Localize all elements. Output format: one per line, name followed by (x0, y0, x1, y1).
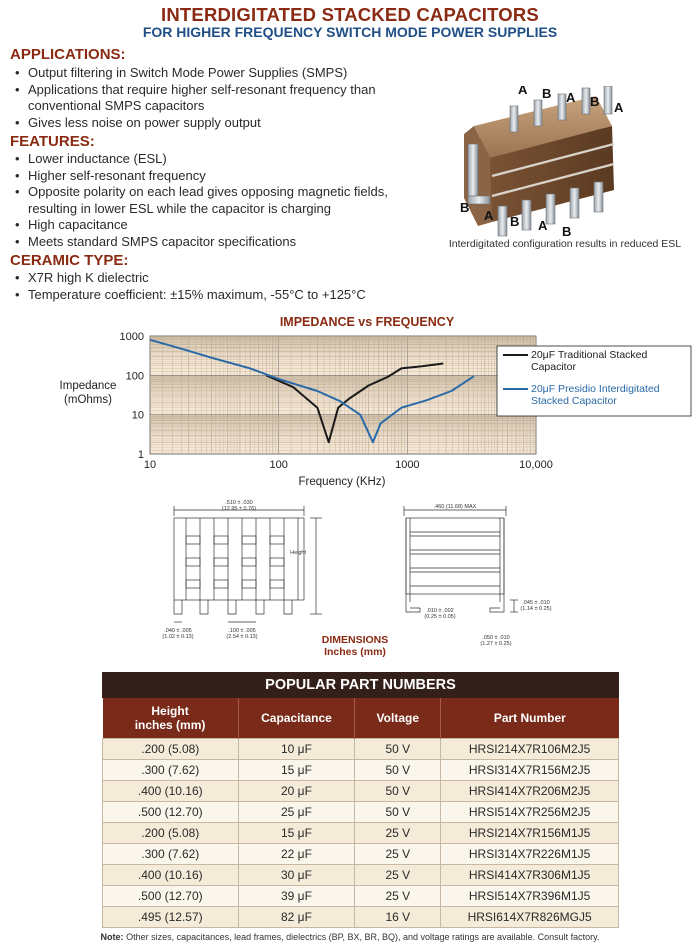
lead-label: A (538, 218, 548, 233)
chart-y-axis-label: Impedance (59, 380, 117, 392)
cell-part: HRSI314X7R156M2J5 (441, 759, 619, 780)
lead-label: B (510, 214, 520, 229)
cell-voltage: 25 V (355, 822, 441, 843)
dim-lead-width-label-mm: (1.02 ± 0.13) (162, 634, 194, 640)
table-row (103, 906, 619, 927)
table-row (103, 885, 619, 906)
table-row (103, 822, 619, 843)
applications-list-item: • Gives less noise on power supply output (10, 115, 430, 132)
lead-label: B (460, 200, 470, 215)
cell-capacitance: 10 μF (238, 738, 355, 759)
cell-capacitance: 82 μF (238, 906, 355, 927)
chart-x-axis-label: Frequency (KHz) (298, 476, 386, 488)
front-view-drawing (174, 506, 322, 622)
y-tick-label: 1000 (119, 331, 144, 343)
applications-list (10, 65, 430, 131)
table-row (103, 738, 619, 759)
legend-entry: 20μF Presidio Interdigitated Stacked Capacitor (531, 383, 660, 407)
dimensions-title (280, 634, 430, 658)
dim-height-label: Height (290, 550, 306, 556)
dim-depth-label: .460 (11.68) MAX (433, 504, 477, 510)
y-tick-label: 100 (125, 370, 144, 383)
cell-height: .200 (5.08) (103, 738, 239, 759)
features-list-item: • Opposite polarity on each lead gives opposing magnetic fields, resulting in lower ESL while the capacitor is charging (10, 184, 430, 217)
y-tick-label: 10 (131, 409, 144, 422)
cell-height: .495 (12.57) (103, 906, 239, 927)
lead-label: A (566, 90, 576, 105)
table-row (103, 759, 619, 780)
ceramic-type-list (10, 270, 430, 303)
features-list (10, 151, 430, 250)
dim-lead-thickness-label-mm: (0.25 ± 0.05) (424, 614, 456, 620)
features-list-item: • Meets standard SMPS capacitor specifications (10, 234, 430, 251)
cell-capacitance: 15 μF (238, 822, 355, 843)
dim-foot-length-label: .050 ± .010 (482, 635, 510, 641)
cell-capacitance: 15 μF (238, 759, 355, 780)
cell-part: HRSI514X7R396M1J5 (441, 885, 619, 906)
cell-voltage: 50 V (355, 801, 441, 822)
chart-title: IMPEDANCE vs FREQUENCY (279, 315, 455, 329)
cell-capacitance: 39 μF (238, 885, 355, 906)
dim-lead-thickness-label: .010 ± .002 (426, 608, 454, 614)
ceramic-type-list-item: • X7R high K dielectric (10, 270, 430, 287)
features-list-item: • Lower inductance (ESL) (10, 151, 430, 168)
legend-entry: 20μF Traditional Stacked Capacitor (531, 349, 648, 373)
features-list-item: • High capacitance (10, 217, 430, 234)
cell-height: .300 (7.62) (103, 843, 239, 864)
part-numbers-table (102, 698, 619, 928)
table-row (103, 864, 619, 885)
applications-list-item: • Output filtering in Switch Mode Power Supplies (SMPS) (10, 65, 430, 82)
dimensions-title-line2: Inches (mm) (324, 646, 386, 658)
features-heading: FEATURES: (10, 133, 95, 150)
lead-label: B (590, 94, 600, 109)
page-subtitle: FOR HIGHER FREQUENCY SWITCH MODE POWER SUPPLIES (142, 24, 558, 40)
dim-foot-length-label-mm: (1.27 ± 0.25) (480, 641, 512, 647)
part-numbers-table-section (102, 672, 619, 928)
column-header-voltage: Voltage (355, 698, 441, 738)
applications-heading: APPLICATIONS: (10, 46, 126, 63)
dimensions-title-line1: DIMENSIONS (321, 634, 389, 646)
table-row (103, 780, 619, 801)
cell-voltage: 50 V (355, 738, 441, 759)
features-list-item: • Higher self-resonant frequency (10, 168, 430, 185)
dim-foot-height-label-mm: (1.14 ± 0.25) (520, 606, 552, 612)
cell-voltage: 16 V (355, 906, 441, 927)
dim-width-label: .510 ± .030 (225, 500, 253, 506)
footnote-label: Note: (100, 932, 124, 942)
lead-label: A (614, 100, 624, 115)
cell-height: .400 (10.16) (103, 780, 239, 801)
column-header-capacitance: Capacitance (238, 698, 355, 738)
cell-part: HRSI414X7R306M1J5 (441, 864, 619, 885)
ceramic-type-list-item: • Temperature coefficient: ±15% maximum, -55°C to +125°C (10, 287, 430, 304)
dim-width-label-mm: (12.95 ± 0.76) (221, 506, 257, 512)
chart-legend (497, 346, 691, 416)
lead-label: B (562, 224, 572, 239)
cell-voltage: 25 V (355, 864, 441, 885)
cell-voltage: 50 V (355, 780, 441, 801)
cell-height: .500 (12.70) (103, 885, 239, 906)
cell-part: HRSI614X7R826MGJ5 (441, 906, 619, 927)
capacitor-illustration (434, 86, 696, 256)
dim-pitch-label-mm: (2.54 ± 0.13) (226, 634, 258, 640)
product-caption: Interdigitated configuration results in reduced ESL (448, 238, 682, 250)
dim-lead-width-label: .040 ± .005 (164, 628, 192, 634)
lead-label: B (542, 86, 552, 101)
applications-list-item: • Applications that require higher self-resonant frequency than conventional SMPS capacitors (10, 82, 430, 115)
cell-part: HRSI414X7R206M2J5 (441, 780, 619, 801)
column-header-height-line2: inches (mm) (134, 717, 206, 732)
cell-capacitance: 22 μF (238, 843, 355, 864)
cell-part: HRSI214X7R156M1J5 (441, 822, 619, 843)
dim-foot-height-label: .045 ± .010 (522, 600, 550, 606)
chart-y-axis-label-unit: (mOhms) (64, 394, 112, 406)
cell-capacitance: 20 μF (238, 780, 355, 801)
table-row (103, 801, 619, 822)
cell-part: HRSI314X7R226M1J5 (441, 843, 619, 864)
cell-part: HRSI514X7R256M2J5 (441, 801, 619, 822)
impedance-chart (0, 318, 700, 496)
cell-voltage: 25 V (355, 885, 441, 906)
table-row (103, 843, 619, 864)
cell-capacitance: 30 μF (238, 864, 355, 885)
dim-pitch-label: .100 ± .005 (228, 628, 256, 634)
footnote (0, 932, 700, 942)
footnote-text: Other sizes, capacitances, lead frames, dielectrics (BP, BX, BR, BQ), and voltage ratings are available. Consult factory. (126, 932, 600, 942)
part-numbers-title: POPULAR PART NUMBERS (102, 672, 619, 698)
cell-voltage: 50 V (355, 759, 441, 780)
column-header-height (103, 698, 239, 738)
column-header-height-line1: Height (151, 703, 189, 718)
x-tick-label: 100 (269, 459, 288, 471)
cell-part: HRSI214X7R106M2J5 (441, 738, 619, 759)
cell-height: .200 (5.08) (103, 822, 239, 843)
chart-plot-area (150, 336, 536, 454)
ceramic-type-heading: CERAMIC TYPE: (10, 252, 129, 269)
lead-label: A (518, 86, 528, 97)
lead-label: A (484, 208, 494, 223)
cell-height: .500 (12.70) (103, 801, 239, 822)
column-header-part-number: Part Number (441, 698, 619, 738)
y-tick-label: 1 (137, 449, 144, 461)
cell-capacitance: 25 μF (238, 801, 355, 822)
cell-voltage: 25 V (355, 843, 441, 864)
page-title: INTERDIGITATED STACKED CAPACITORS (161, 4, 539, 25)
x-tick-label: 10 (143, 459, 157, 471)
x-tick-label: 1000 (395, 459, 420, 471)
cell-height: .400 (10.16) (103, 864, 239, 885)
side-view-drawing (404, 506, 518, 612)
cell-height: .300 (7.62) (103, 759, 239, 780)
x-tick-label: 10,000 (519, 459, 553, 471)
table-header-row (103, 698, 619, 738)
